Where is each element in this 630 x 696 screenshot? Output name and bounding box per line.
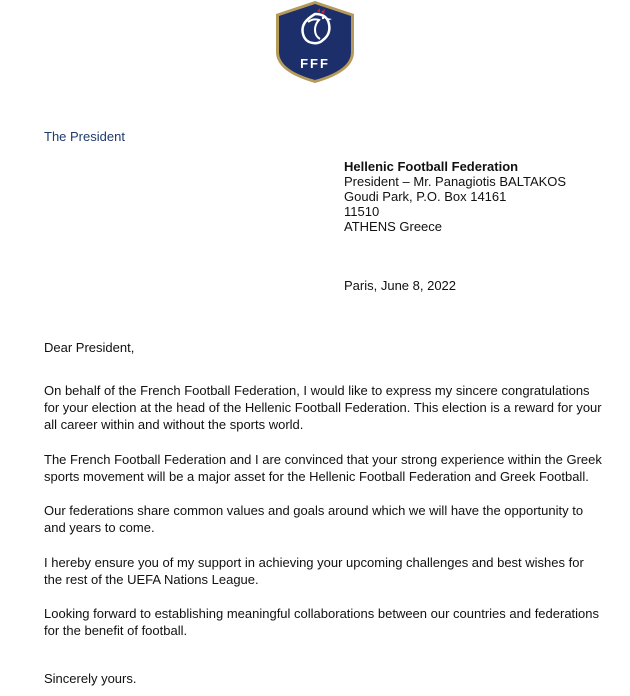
closing: Sincerely yours. bbox=[44, 671, 137, 686]
recipient-address bbox=[344, 159, 566, 234]
paragraph-text: I hereby ensure you of my support in achieving your upcoming challenges and best wishes for the rest of the UEFA Nations League. bbox=[44, 555, 584, 587]
logo-text: FFF bbox=[300, 56, 330, 71]
paragraph bbox=[44, 605, 604, 639]
paragraph-text: The French Football Federation and I are convinced that your strong experience within the Greek sports movement will be a major asset for the Hellenic Football Federation and Greek Football. bbox=[44, 452, 602, 484]
letter-date: Paris, June 8, 2022 bbox=[344, 278, 457, 293]
recipient-organization: Hellenic Football Federation bbox=[344, 159, 519, 174]
fff-crest-icon bbox=[275, 0, 355, 84]
salutation: Dear President, bbox=[44, 340, 135, 355]
paragraph-text: On behalf of the French Football Federation, I would like to express my sincere congratulations for your election at the head of the Hellenic Football Federation. This election is a reward for your all career within and without the sports world. bbox=[44, 383, 602, 432]
paragraph-text: Our federations share common values and goals around which we will have the opportunity to and years to come. bbox=[44, 503, 584, 535]
recipient-postcode: 11510 bbox=[344, 204, 380, 219]
fff-logo bbox=[275, 0, 355, 84]
paragraph bbox=[44, 502, 604, 536]
sender-title: The President bbox=[44, 129, 125, 144]
recipient-city-country: ATHENS Greece bbox=[344, 219, 443, 234]
recipient-president: President – Mr. Panagiotis BALTAKOS bbox=[344, 174, 567, 189]
paragraph-text: Looking forward to establishing meaningful collaborations between our countries and federations for the benefit of football. bbox=[44, 606, 600, 638]
paragraph bbox=[44, 554, 604, 588]
paragraph bbox=[44, 451, 604, 485]
recipient-address-line: Goudi Park, P.O. Box 14161 bbox=[344, 189, 507, 204]
paragraph bbox=[44, 382, 604, 433]
